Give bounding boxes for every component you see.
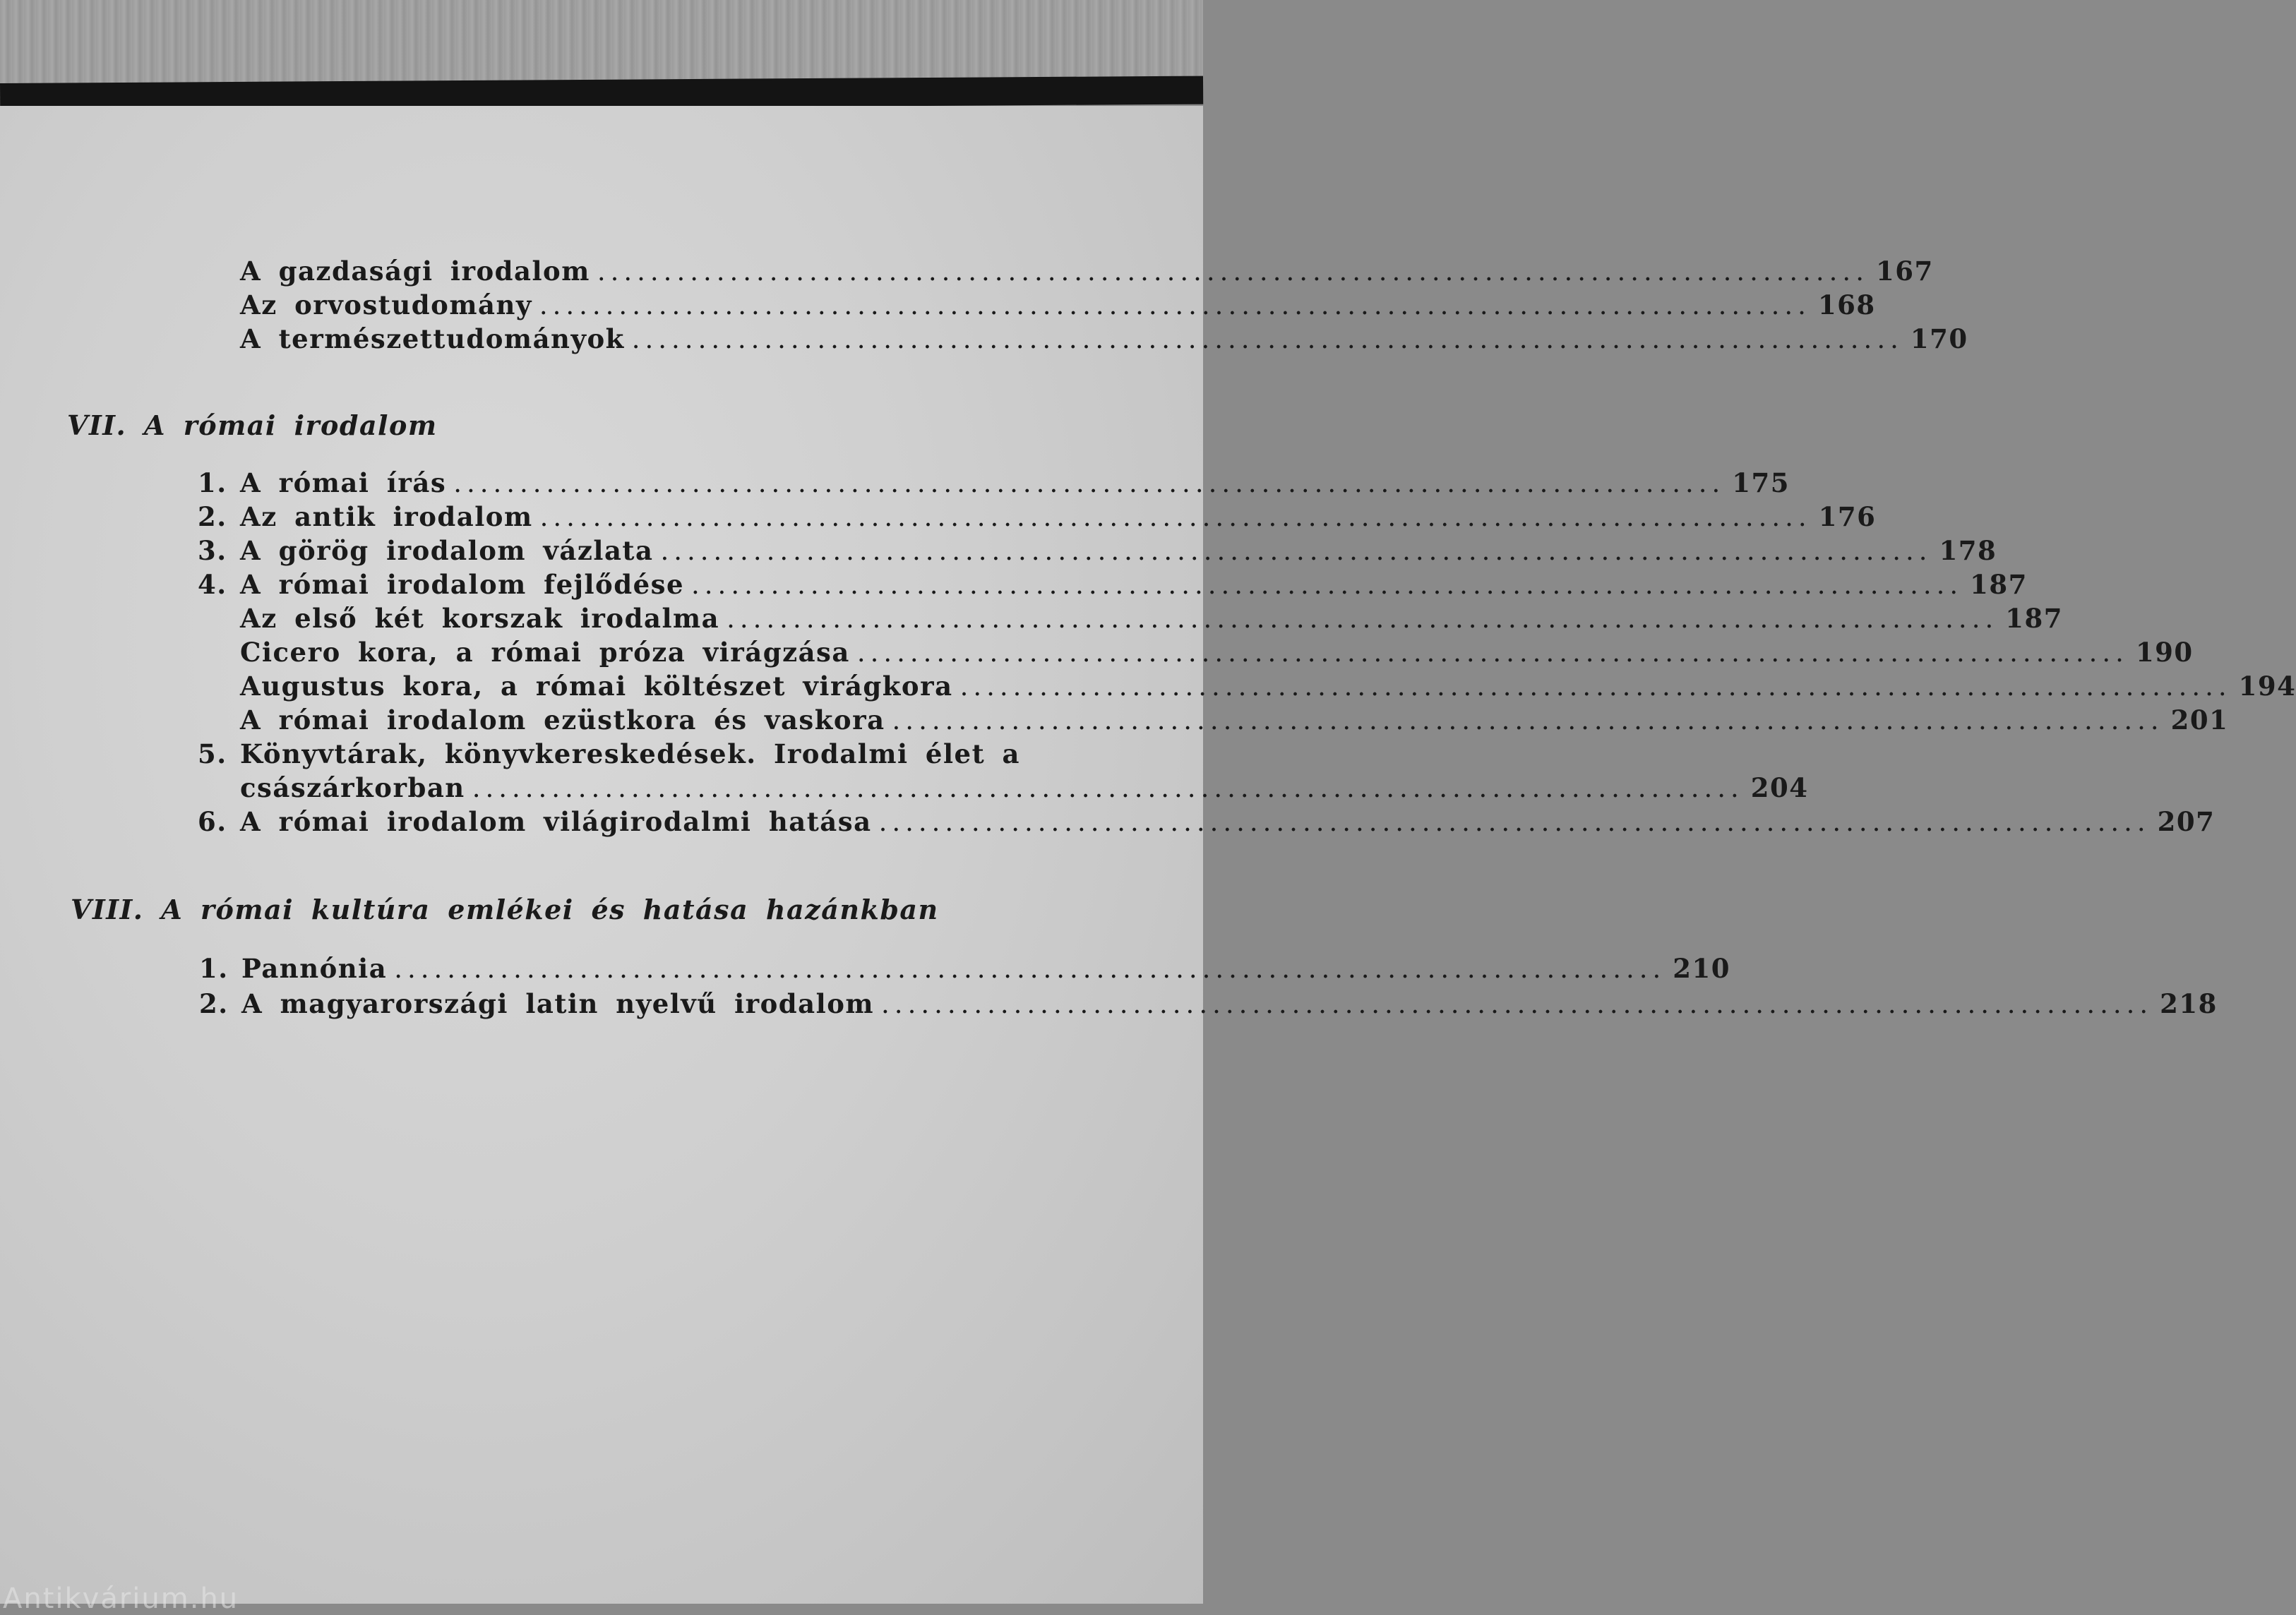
dot-leader: ................................................................................................ [539, 290, 1811, 320]
entry-title: A magyarországi latin nyelvű irodalom [241, 988, 875, 1019]
dot-leader: ................................................................................................ [660, 536, 1932, 566]
toc-entry [198, 772, 1809, 808]
toc-entry [199, 953, 1731, 988]
toc-entry [198, 704, 2229, 740]
dot-leader: ................................................................................................ [856, 637, 2129, 668]
entry-page: 190 [2135, 637, 2194, 668]
entry-title: Augustus kora, a római költészet virágkora [240, 671, 953, 702]
toc-entry [198, 738, 1091, 774]
entry-number: 4. [198, 569, 227, 600]
toc-entry [198, 806, 2216, 841]
dot-leader: ................................................................................................ [394, 954, 1666, 984]
chapter-heading: VII. A római irodalom [67, 409, 438, 441]
entry-number: 2. [199, 988, 229, 1019]
entry-title: Pannónia [241, 953, 388, 984]
entry-page: 210 [1673, 953, 1731, 984]
dot-leader: ................................................................................................ [727, 604, 1999, 634]
toc-entry [198, 467, 1790, 503]
toc-entry [198, 535, 1997, 570]
entry-number: 3. [198, 535, 227, 566]
entry-page: 187 [1970, 569, 2028, 600]
dot-leader: ................................................................................................ [881, 989, 2153, 1019]
watermark: Antikvárium.hu [3, 1583, 239, 1615]
entry-title: A természettudományok [240, 323, 625, 354]
entry-number: 1. [198, 467, 227, 498]
entry-page: 194 [2238, 671, 2296, 702]
entry-title: Az orvostudomány [240, 289, 532, 320]
entry-number: 5. [198, 738, 227, 769]
toc-entry [198, 256, 1934, 291]
entry-number: 6. [198, 806, 227, 837]
entry-title: A görög irodalom vázlata [240, 535, 654, 566]
dot-leader: ................................................................................................ [472, 773, 1744, 803]
entry-title: Cicero kora, a római próza virágzása [240, 637, 850, 668]
toc-entry [198, 603, 2063, 638]
dot-leader: ................................................................................................ [691, 570, 1963, 600]
toc-entry [198, 637, 2194, 672]
entry-title: A római írás [240, 467, 447, 498]
entry-title: A római irodalom fejlődése [240, 569, 685, 600]
entry-page: 218 [2160, 988, 2218, 1019]
entry-page: 167 [1875, 256, 1934, 287]
toc-entry [198, 569, 2028, 604]
entry-page: 207 [2157, 806, 2216, 837]
entry-title: A római irodalom világirodalmi hatása [240, 806, 872, 837]
entry-number: 1. [199, 953, 229, 984]
toc-entry [199, 988, 2218, 1023]
entry-title: A gazdasági irodalom [240, 256, 590, 287]
entry-page: 201 [2170, 704, 2229, 736]
toc-entry [198, 501, 1877, 536]
entry-page: 170 [1910, 323, 1968, 354]
dot-leader: ................................................................................................ [539, 502, 1812, 532]
dot-leader: ................................................................................................ [631, 324, 1903, 354]
toc-entry [198, 289, 1876, 325]
dot-leader: ................................................................................................ [959, 671, 2232, 702]
chapter-heading: VIII. A római kultúra emlékei és hatása hazánkban [71, 894, 939, 925]
dot-leader: ................................................................................................ [453, 468, 1726, 498]
dot-leader: ................................................................................................ [892, 705, 2164, 736]
entry-page: 204 [1750, 772, 1809, 803]
entry-page: 187 [2005, 603, 2063, 634]
entry-page: 178 [1939, 535, 1997, 566]
toc-entry [198, 323, 1968, 359]
entry-title: császárkorban [240, 772, 465, 803]
entry-title: Az antik irodalom [240, 501, 533, 532]
entry-page: 175 [1732, 467, 1790, 498]
entry-number: 2. [198, 501, 227, 532]
entry-title: Az első két korszak irodalma [240, 603, 720, 634]
dot-leader: ................................................................................................ [597, 256, 1869, 287]
book-page [0, 106, 2296, 1604]
entry-title: Könyvtárak, könyvkereskedések. Irodalmi élet a [240, 738, 1021, 769]
entry-page: 176 [1818, 501, 1877, 532]
entry-page: 168 [1817, 289, 1876, 320]
dot-leader: ................................................................................................ [878, 807, 2151, 837]
entry-title: A római irodalom ezüstkora és vaskora [240, 704, 885, 736]
toc-entry [198, 671, 2296, 706]
